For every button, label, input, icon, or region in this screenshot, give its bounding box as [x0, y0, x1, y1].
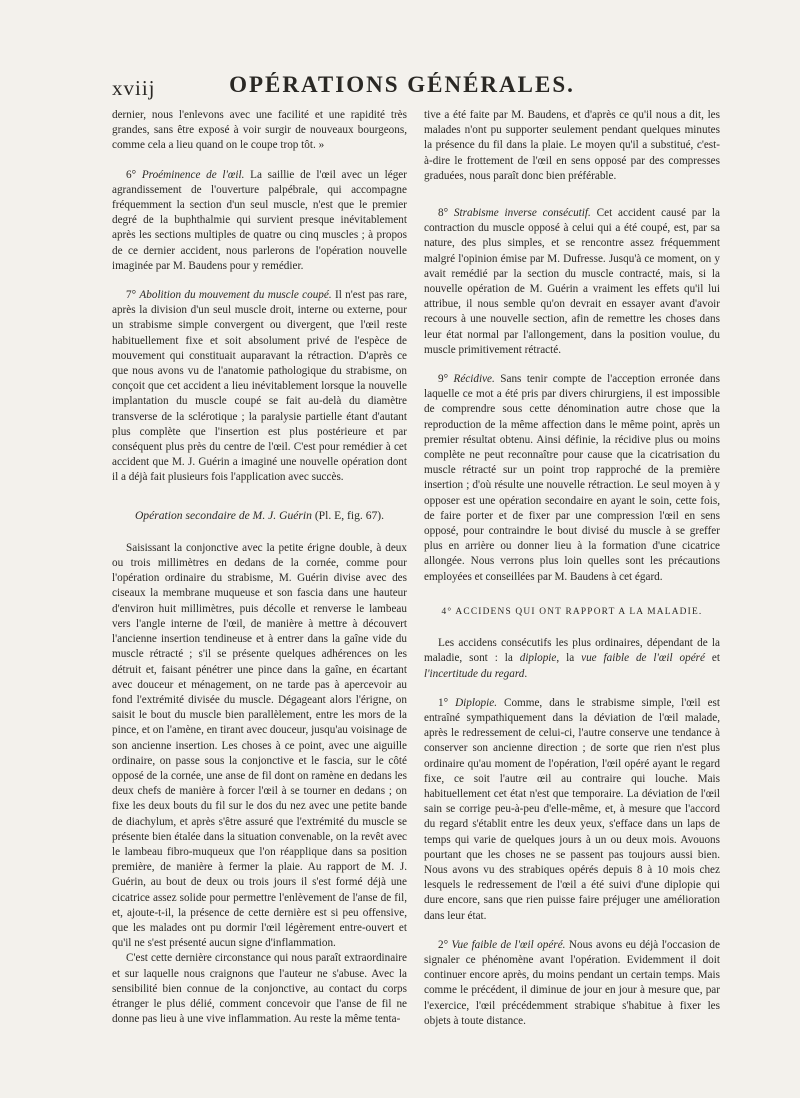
- item-text: Nous avons eu déjà l'occasion de signaler ce phénomène avant l'opération. Evidemment il doit continuer encore après, du moins pendant un certain temps. Mais comme le précédent, il diminue de jour en jour à mesure que, par l'exercice, l'œil précédemment strabique s'habitue à fixer les objets à toute distance.: [424, 938, 720, 1027]
- text-run: .: [524, 667, 528, 680]
- item-text: Il n'est pas rare, après la division d'un seul muscle droit, interne ou externe, pour un strabisme simple convergent ou divergent, que l'œil reste habituellement fixe et soit absolument privé de l'espèce de mouvement qui constituait auparavant la rétraction. D'après ce que nous avons vu de l'anatomie pathologique du strabisme, on conçoit que cet accident a lieu inévitablement lorsque la nouvelle implantation du muscle coupé se fait au-delà du diamètre transverse de la sclérotique ; la paralysie partielle étant d'autant plus complète que l'insertion est plus postérieure et par conséquent plus près du centre de l'œil. C'est pour remédier à cet accident que M. J. Guérin a imaginé une nouvelle opération dont il a déjà fait plusieurs fois l'application avec succès.: [112, 289, 407, 484]
- left-column: [112, 108, 407, 1027]
- item-text: Cet accident causé par la contraction du muscle opposé à celui qui a été coupé, est, par sa nature, des plus simples, et se rencontre assez fréquemment malgré l'opinion émise par M. Dufresse. Jusqu'à ce moment, on y avait remédié par la section du muscle contracté, mais, si la nouvelle opération de M. Guérin a vraiment les effets qu'il lui attribue, il nous semble qu'on devrait en essayer avant d'avoir recours à une nouvelle section, afin de remettre les choses dans leur état normal par l'allongement, dans la position voulue, du muscle primitivement rétracté.: [424, 207, 720, 356]
- text-run: , la: [556, 652, 582, 665]
- page-header: [112, 72, 692, 102]
- text-run: et: [705, 652, 720, 665]
- paragraph-abolition: [112, 288, 407, 486]
- item-title: Abolition du mouvement du muscle coupé.: [139, 289, 332, 302]
- item-title: Strabisme inverse consécutif.: [453, 207, 591, 220]
- paragraph-proeminence: [112, 168, 407, 274]
- paragraph: Saisissant la conjonctive avec la petite érigne double, à deux ou trois millimètres en dedans de la cornée, comme pour l'opération ordinaire du strabisme, M. Guérin divise avec des ciseaux la membrane muqueuse et son fascia dans une hauteur d'environ huit millimètres, puis décolle et renverse le lambeau vers l'angle interne de l'œil, de manière à mettre à découvert l'ancienne insertion tendineuse et à entrer dans la gaîne vide du muscle rétracté ; s'il se présente quelques adhérences on les détruit et, faisant pénétrer une pince dans la gaîne, en écartant avec douceur et ménagement, on ne tarde pas à apercevoir au fond l'extrémité divisée du muscle. Dégageant alors l'érigne, on saisit le bout du muscle bien parallèlement, entre les mors de la pince, et on l'amène, en tirant avec douceur, jusqu'au voisinage de son ancienne insertion. Les choses à ce point, avec une aiguille ordinaire, on passe sous la conjonctive et le fascia, sur le côté opposé de la cornée, une anse de fil dont on ramène en dedans les deux chefs de manière à forcer l'œil à se tourner en dedans ; on fixe les deux bouts du fil sur le dos du nez avec une petite bande de diachylum, et après s'être assuré que l'extrémité du muscle se présente bien étalée dans la situation convenable, on la revêt avec le lambeau fibro-muqueux que l'on réapplique dans sa position première, de manière à fermer la plaie. Au rapport de M. J. Guérin, au bout de deux ou trois jours il s'est formé déjà une cicatrice assez solide pour permettre l'enlèvement de l'anse de fil, et, ajoute-t-il, la présence de cette dernière est si peu offensive, que les malades ont pu dormir l'œil légèrement entre-ouvert et qu'il ne s'est présenté aucun signe d'inflammation.: [112, 541, 407, 950]
- right-column: [424, 108, 720, 1029]
- paragraph-diplopie: [424, 696, 720, 924]
- item-number: 8°: [438, 207, 449, 220]
- italic-term: vue faible de l'œil opéré: [581, 652, 705, 665]
- item-title: Vue faible de l'œil opéré.: [451, 938, 566, 951]
- text-run: Les accidens consécutifs les plus ordinaires, dépendant de la maladie, sont : la: [424, 637, 720, 665]
- item-text: La saillie de l'œil avec un léger agrandissement de l'ouverture palpébrale, qui accompagne fréquemment la section d'un seul muscle, n'est que le premier degré de la buphthalmie qui survient presque inévitablement après les sections multiples de quatre ou cinq muscles ; à propos de ce dernier accident, nous parlerons de l'opération nouvelle imaginée par M. Baudens pour y remédier.: [112, 168, 408, 272]
- item-number: 1°: [438, 696, 449, 709]
- paragraph-vue-faible: [424, 938, 720, 1029]
- subheading-title: Opération secondaire de M. J. Guérin: [134, 508, 312, 522]
- item-text: Sans tenir compte de l'acception erronée dans laquelle ce mot a été pris par divers chirurgiens, il est impossible de comprendre sous cette dénomination autre chose que la reproduction de la même affection dans le même point, après un premier résultat obtenu. Ainsi définie, la récidive plus ou moins complète ne peut reconnaître pour cause que la cicatrisation du muscle rétracté sur un point trop rapproché de la première insertion ; d'où résulte une nouvelle rétraction. Le seul moyen à y opposer est une opération secondaire en ayant le soin, cette fois, de faire porter et de fixer par une compression l'œil en sens opposé, pour contraindre le bout divisé du muscle à se greffer plus en arrière ou donner lieu à la formation d'une cicatrice allongée. Nous verrons plus loin quelles sont les précautions employées et conseillées par M. Baudens à cet égard.: [424, 373, 720, 583]
- paragraph: dernier, nous l'enlevons avec une facilité et une rapidité très grandes, sans être exposé à voir surgir de nouveaux bourgeons, comme cela a lieu quand on le coupe trop tôt. »: [112, 109, 407, 152]
- italic-term: diplopie: [519, 652, 557, 665]
- item-text: Comme, dans le strabisme simple, l'œil est entraîné sympathiquement dans la déviation de l'œil malade, après le redressement de celui-ci, l'autre conserve une tendance à conserver son ancienne direction ; de sorte que rien n'est plus ordinaire qu'au moment de l'opération, l'œil opéré ayant le regard fixe, ce soit l'autre œil au contraire qui louche. Mais habituellement cet état n'est que temporaire. La déviation de l'œil sain se corrige peu-à-peu d'elle-même, et, à mesure que l'accord du regard s'établit entre les deux yeux, s'efface dans un laps de temps qui varie de quelques jours à un ou deux mois. Avouons pourtant que les choses ne se passent pas toujours aussi bien. Nous avons vu des strabiques opérés depuis 8 à 10 mois chez lesquels le redressement de l'œil a été suivi d'une diplopie qui dure encore, sans que rien puisse faire préjuger une amélioration dans leur état.: [424, 696, 721, 922]
- item-number: 9°: [438, 373, 449, 386]
- running-title: OPÉRATIONS GÉNÉRALES.: [229, 72, 575, 97]
- item-title: Récidive.: [453, 373, 495, 386]
- paragraph-strabisme-inverse: [424, 206, 720, 358]
- section-heading: 4° ACCIDENS QUI ONT RAPPORT A LA MALADIE.: [441, 606, 703, 617]
- italic-term: l'incertitude du regard: [424, 667, 525, 680]
- paragraph-recidive: [424, 372, 720, 585]
- page-number: xviij: [112, 76, 156, 100]
- subheading-operation-secondaire: [112, 508, 407, 523]
- item-title: Diplopie.: [455, 696, 498, 709]
- paragraph: C'est cette dernière circonstance qui nous paraît extraordinaire et sur laquelle nous craignons que l'auteur ne s'abuse. Avec la sensibilité bien connue de la conjonctive, au contact du corps étranger le plus délié, comment concevoir que l'anse de fil ne donne pas lieu à une vive inflammation. Au reste la même tenta-: [112, 952, 407, 1026]
- item-number: 2°: [438, 938, 449, 951]
- item-title: Proéminence de l'œil.: [141, 168, 245, 181]
- item-number: 7°: [126, 289, 137, 302]
- subheading-plate-ref: (Pl. E, fig. 67).: [311, 508, 385, 522]
- paragraph: tive a été faite par M. Baudens, et d'après ce qu'il nous a dit, les malades n'ont pu supporter seulement pendant quelques minutes la présence du fil dans la plaie. Le moyen qu'il a substitué, c'est-à-dire le frottement de l'œil en sens opposé par des compresses graduées, nous paraît donc bien préférable.: [424, 109, 720, 182]
- item-number: 6°: [126, 168, 137, 181]
- paragraph-accidens: [424, 636, 720, 682]
